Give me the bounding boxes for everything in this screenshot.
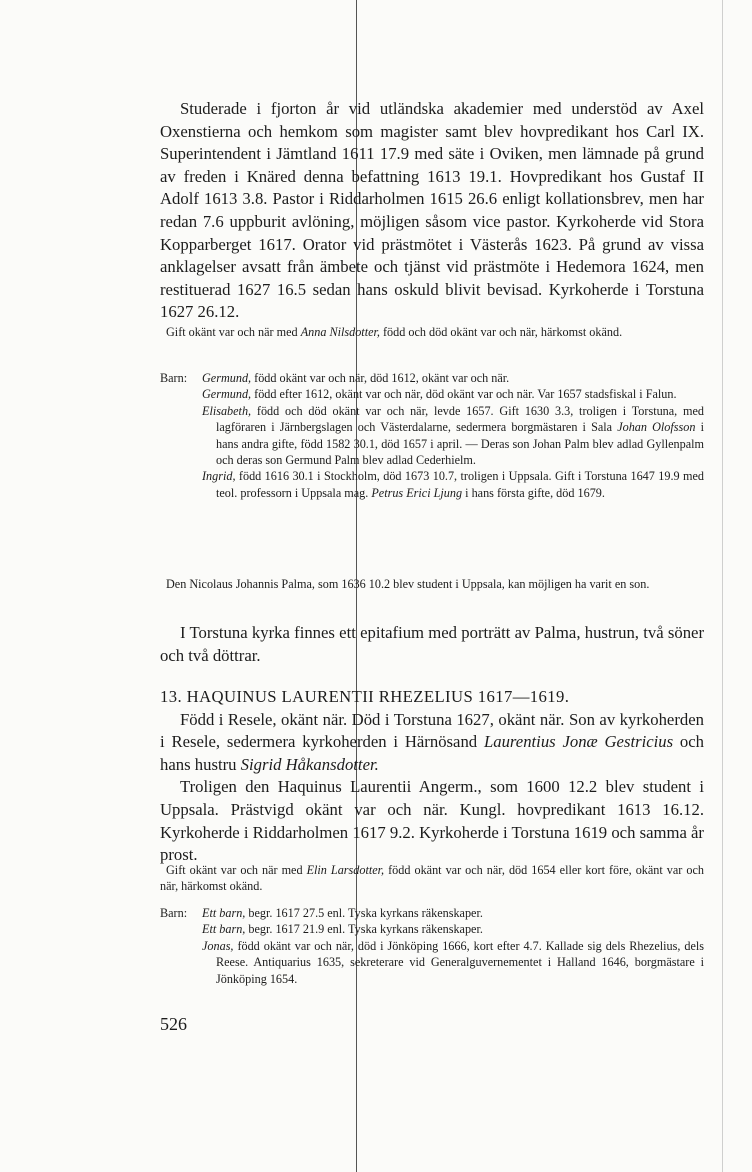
entry-12-epitaph-block — [160, 622, 704, 667]
scan-edge-line — [722, 0, 723, 1172]
entry-12-child-2: Germund, född efter 1612, okänt var och när, död okänt var och när. Var 1657 stadsfiskal i Falun. — [202, 387, 677, 402]
entry-12-marriage-block — [160, 324, 704, 340]
entry-12-bio-block — [160, 98, 704, 324]
entry-13-child-3: Jonas, född okänt var och när, död i Jönköping 1666, kort efter 4.7. Kallade sig dels Rhezelius, dels Reese. Antiquarius 1635, sekreterare vid Generalguvernementet i Halland 1646, borgmästare i Jönköping 1654. — [202, 938, 704, 986]
entry-13-heading: 13. HAQUINUS LAURENTII RHEZELIUS 1617—1619. — [160, 687, 570, 706]
entry-12-epitaph: I Torstuna kyrka finnes ett epitafium med porträtt av Palma, hustrun, två söner och två döttrar. — [160, 623, 704, 665]
entry-12-son-note: Den Nicolaus Johannis Palma, som 1636 10.2 blev student i Uppsala, kan möjligen ha varit en son. — [166, 577, 650, 591]
entry-12-child-1: Barn: Germund, född okänt var och när, död 1612, okänt var och när. — [160, 371, 510, 385]
entry-13-marriage-block — [160, 862, 704, 895]
entry-13-father-name: Laurentius Jonæ Gestricius — [483, 732, 674, 752]
entry-12-child-3: Elisabeth, född och död okänt var och när, levde 1657. Gift 1630 3.3, troligen i Torstuna, med lagföraren i Järnbergslagen och Västerdalarne, sedermera borgmästaren i Sala Johan Olofsson i hans andra gifte, född 1582 30.1, död 1657 i april. — Deras son Johan Palm blev adlad Gyllenpalm och deras son Germund Palm blev adlad Cederhielm. — [202, 403, 704, 468]
entry-13-marriage: Gift okänt var och när med Elin Larsdotter, född okänt var och när, död 1654 eller kort före, okänt var och när, härkomst okänd. — [160, 863, 704, 894]
entry-12-marriage: Gift okänt var och när med Anna Nilsdotter, född och död okänt var och när, härkomst okänd. — [166, 325, 623, 339]
children-label: Barn: — [160, 371, 188, 385]
entry-13-children — [160, 905, 704, 987]
entry-13-mother-name: Sigrid Håkansdotter. — [240, 754, 379, 774]
page-number: 526 — [160, 1014, 187, 1034]
entry-12-bio: Studerade i fjorton år vid utländska akademier med understöd av Axel Oxenstierna och hemkom som magister samt blev hovpredikant hos Carl IX. Superintendent i Jämtland 1611 17.9 med säte i Oviken, men lämnade på grund av freden i Knäred denna befattning 1613 19.1. Hovpredikant hos Gustaf II Adolf 1613 3.8. Pastor i Riddarholmen 1615 26.6 enligt kollationsbrev, men har redan 7.6 uppburit avlöning, möjligen såsom vice pastor. Kyrkoherde vid Stora Kopparberget 1617. Orator vid prästmötet i Västerås 1623. På grund av vissa anklagelser avsatt från ämbete och tjänst vid prästmöte i Hedemora 1624, men restituerad 1627 16.5 sedan hans oskuld blivit bevisad. Kyrkoherde i Torstuna 1627 26.12. — [160, 99, 704, 322]
entry-13-birth: Född i Resele, okänt när. Död i Torstuna 1627, okänt när. Son av kyrkoherden i Resele, sedermera kyrkoherden i Härnösand Laurentius Jonæ Gestricius och hans hustru Sigrid Håkansdotter. — [160, 709, 704, 774]
entry-12-wife-name: Anna Nilsdotter, — [300, 325, 380, 339]
entry-13-block — [160, 686, 704, 867]
entry-13-child-2: Ett barn, begr. 1617 21.9 enl. Tyska kyrkans räkenskaper. — [202, 922, 483, 937]
children-label: Barn: — [160, 906, 188, 920]
entry-12-children — [160, 370, 704, 501]
entry-13-child-1: Barn: Ett barn, begr. 1617 27.5 enl. Tyska kyrkans räkenskaper. — [160, 906, 483, 920]
entry-13-wife-name: Elin Larsdotter, — [306, 863, 385, 877]
entry-12-child-4: Ingrid, född 1616 30.1 i Stockholm, död 1673 10.7, troligen i Uppsala. Gift i Torstuna 1647 19.9 med teol. professorn i Uppsala mag. Petrus Erici Ljung i hans första gifte, död 1679. — [202, 469, 704, 500]
entry-13-career: Troligen den Haquinus Laurentii Angerm., som 1600 12.2 blev student i Uppsala. Prästvigd okänt var och när. Kungl. hovpredikant 1613 16.12. Kyrkoherde i Riddarholmen 1617 9.2. Kyrkoherde i Torstuna 1619 och samma år prost. — [160, 777, 704, 865]
entry-12-note-block — [160, 576, 704, 592]
